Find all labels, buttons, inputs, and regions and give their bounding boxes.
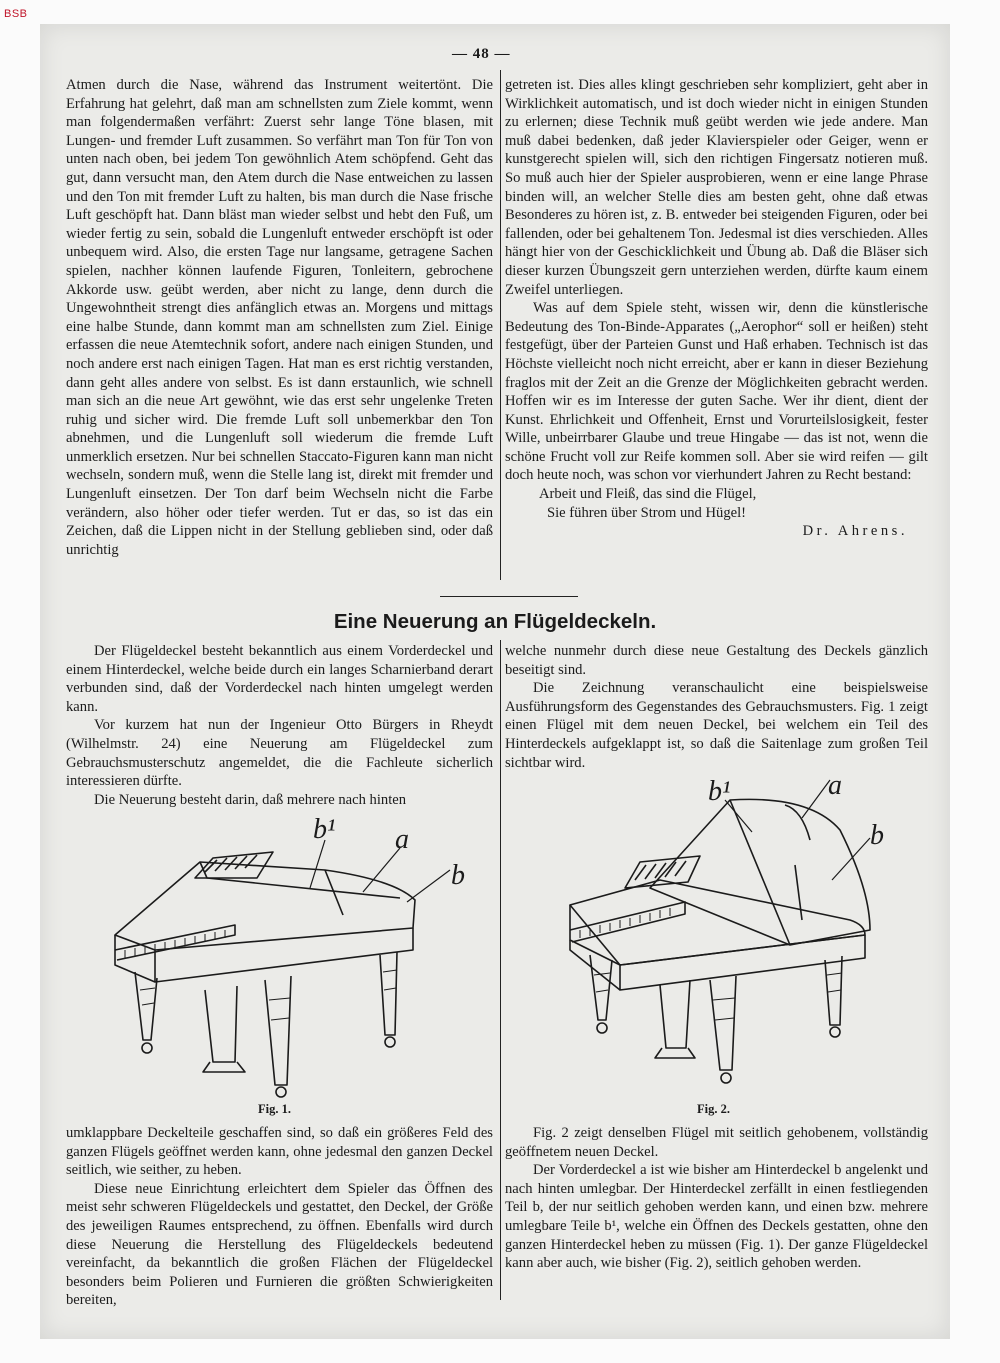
paragraph: getreten ist. Dies alles klingt geschrieben sehr kompliziert, geht aber in Wirklichkeit automatisch, und ist doch wieder nicht in einigen Stunden zu erlernen; diese Technik muß geübt werden wie jede andere. Man muß dabei bedenken, daß jeder Klavierspieler oder Geiger, wenn er kunstgerecht spielen will, sich den richtigen Fingersatz notieren muß. So muß auch hier der Spieler ausprobieren, wenn er eine lange Phrase binden will, an welcher Stelle dies am besten geht, ohne daß etwas Besonderes zu hören ist, z. B. entweder bei steigenden Figuren, oder bei fallenden, oder bei gehaltenem Ton. Jedesmal ist dies verschieden. Alles hängt hier von der Geschicklichkeit und Übung ab. Daß die Bläser sich dieser kurzen Übungszeit gern unterziehen werden, dürfte kaum einem Zweifel unterliegen.	[505, 77, 928, 298]
author-signature: Dr. Ahrens.	[802, 523, 908, 540]
page-number: — 48 —	[452, 46, 511, 62]
bottom-right-column	[505, 1124, 928, 1273]
column-divider	[500, 70, 501, 580]
paragraph: Der Flügeldeckel besteht bekanntlich aus einem Vorderdeckel und einem Hinterdeckel, welche beide durch ein langes Scharnierband derart verbunden sind, daß der Vorderdeckel nach hinten umgelegt werden kann.	[66, 643, 493, 715]
paragraph: Vor kurzem hat nun der Ingenieur Otto Bürgers in Rheydt (Wilhelmstr. 24) eine Neuerung am Flügeldeckel zum Gebrauchsmusterschutz angemeldet, die die Fachleute sicherlich interessieren dürfte.	[66, 717, 493, 790]
fig1-label-b: b	[451, 860, 465, 891]
fig2-label-a: a	[828, 770, 842, 801]
column-divider	[500, 640, 501, 1300]
fig1-label-a: a	[395, 824, 409, 855]
fig2-label-b1: b¹	[708, 776, 731, 807]
verse-line: Arbeit und Fleiß, das sind die Flügel,	[539, 486, 757, 503]
paragraph: Fig. 2 zeigt denselben Flügel mit seitlich gehobenem, vollständig geöffnetem neuen Deckel.	[505, 1125, 928, 1160]
paragraph: umklappbare Deckelteile geschaffen sind, so daß ein größeres Feld des ganzen Flügels geöffnet werden kann, ohne jedesmal den ganzen Deckel seitlich, wie seither, zu heben.	[66, 1125, 493, 1179]
paragraph: welche nunmehr durch diese neue Gestaltung des Deckels gänzlich beseitigt sind.	[505, 643, 928, 678]
section-separator	[440, 596, 578, 597]
fig2-label-b: b	[870, 820, 884, 851]
top-right-column	[505, 76, 928, 541]
middle-right-column	[505, 642, 928, 772]
figure-1-caption: Fig. 1.	[258, 1102, 291, 1116]
figure-2-piano-drawing	[540, 770, 935, 1110]
paragraph: Die Neuerung besteht darin, daß mehrere nach hinten	[94, 791, 407, 808]
paragraph: Der Vorderdeckel a ist wie bisher am Hinterdeckel b angelenkt und nach hinten umlegbar. Der Hinterdeckel zerfällt in einen festliegenden Teil b, der nur seitlich gehoben werden kann, und einen bzw. mehrere umlegbare Teile b¹, welche ein Öffnen des Deckels gestatten, ohne den ganzen Hinterdeckel heben zu müssen (Fig. 1). Der ganze Flügeldeckel kann aber auch, wie bisher (Fig. 2), seitlich gehoben werden.	[505, 1162, 928, 1272]
verse-line: Sie führen über Strom und Hügel!	[547, 504, 747, 521]
middle-left-column	[66, 642, 493, 809]
fig1-label-b1: b¹	[313, 814, 336, 845]
figure-1-piano-drawing	[95, 800, 490, 1120]
figure-2-caption: Fig. 2.	[697, 1102, 730, 1116]
bottom-left-column	[66, 1124, 493, 1310]
article-title: Eine Neuerung an Flügeldeckeln.	[333, 610, 657, 633]
paragraph: Atmen durch die Nase, während das Instrument weitertönt. Die Erfahrung hat gelehrt, daß man am schnellsten zum Ziele kommt, wenn man folgendermaßen verfährt: Zuerst sehr lange Töne blasen, mit Lungen- und fremder Luft zusammen. So verfährt man Ton für Ton von unten nach oben, bei jedem Ton gewöhnlich Atem schöpfend. Geht das gut, dann versucht man, den Atem durch die Nase entweichen zu lassen und den Ton mit fremder Luft zu halten, bis man durch die Nase frische Luft geschöpft hat. Dann bläst man wieder selbst und hebt den Fuß, um wieder fertig zu sein, sobald die Lungenluft entweder erschöpft ist oder unbequem wird. Also, die ersten Tage nur langsame, getragene Sachen spielen, nachher können laufende Figuren, Tonleitern, gebrochene Akkorde usw. geübt werden, aber nicht zu lange, denn durch die Ungewohntheit strengt dies anfänglich etwas an. Morgens und mittags eine halbe Stunde, dann kommt man am schnellsten zum Ziel. Einige erfassen die neue Atemtechnik sofort, andere nach einigen Stunden, und noch andere erst nach einigen Tagen. Hat man es erst richtig verstanden, dann geht alles andere von selbst. Es ist dann erstaunlich, wie schnell man sich an die neue Art gewöhnt, wie das erst sehr ungelenke Treten ruhig und sicher wird. Die fremde Luft soll unbemerkbar den Ton abnehmen, und die Lungenluft soll wiederum die fremde Luft unmerklich ersetzen. Nur bei schnellen Staccato-Figuren kann man nicht wechseln, sondern muß, wenn die Stelle lang ist, direkt mit fremder und Lungenluft einsetzen. Der Ton darf beim Wechseln nicht die Farbe verändern, also höher oder tiefer werden. Tut er das, so ist das ein Zeichen, daß die Lippen nicht in der Stellung geblieben sind, oder daß unrichtig	[66, 77, 493, 558]
top-left-column	[66, 76, 493, 559]
paragraph: Diese neue Einrichtung erleichtert dem Spieler das Öffnen des meist sehr schweren Flügeldeckels und gestattet, den Deckel, der Größe des jeweiligen Raumes entsprechend, zu öffnen. Ebenfalls wird durch diese Neuerung die Herstellung des Flügeldeckels bedeutend vereinfacht, da bekanntlich die großen Flächen der Flügeldeckel besonders beim Polieren und Furnieren die größten Schwierigkeiten bereiten,	[66, 1180, 493, 1309]
library-stamp: BSB	[4, 8, 28, 20]
paragraph: Die Zeichnung veranschaulicht eine beispielsweise Ausführungsform des Gegenstandes des Gebrauchsmusters. Fig. 1 zeigt einen Flügel mit dem neuen Deckel, bei welchem ein Teil des Hinterdeckels aufgeklappt ist, so daß die Saitenlage zum großen Teil sichtbar wird.	[505, 680, 928, 771]
paragraph: Was auf dem Spiele steht, wissen wir, denn die künstlerische Bedeutung des Ton-Binde-Apparates („Aerophor“ soll er heißen) steht festgefügt, über der Parteien Gunst und Haß erhaben. Technisch ist das Höchste vielleicht noch nicht erreicht, aber er kann in dieser Beziehung fraglos mit der Zeit an die Grenze der Möglichkeiten gebracht werden. Hoffen wir es im Interesse der guten Sache. Wer ihr dient, dient der Kunst. Ehrlichkeit und Offenheit, Ernst und Vorurteilslosigkeit, fester Wille, unbeirrbarer Glaube und treue Hingabe — das ist not, wenn die schöne Frucht voll zur Reife kommen soll. Aber sie wird reifen — gilt doch heute noch, was schon vor vierhundert Jahren zu Recht bestand:	[505, 300, 928, 484]
